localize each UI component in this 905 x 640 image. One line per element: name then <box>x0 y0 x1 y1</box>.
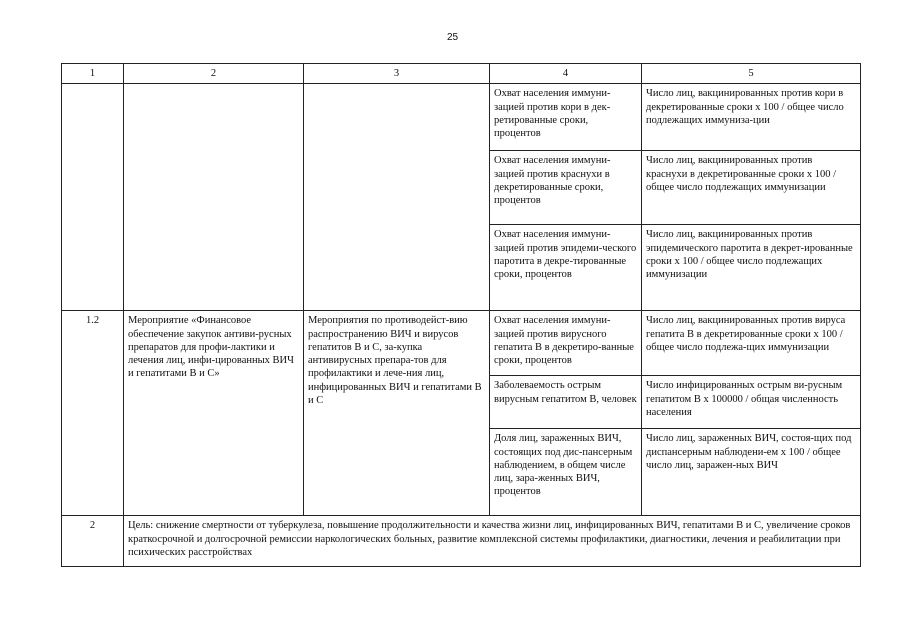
table-row <box>62 311 861 376</box>
formula-cell: Число лиц, зараженных ВИЧ, состоя-щих под диспансерным наблюдени-ем х 100 / общее число лиц, заражен-ных ВИЧ <box>642 429 861 516</box>
formula-cell: Число лиц, вакцинированных против вируса гепатита В в декретированные сроки х 100 / общее число подлежа-щих иммунизации <box>642 311 861 376</box>
indicator-cell: Охват населения иммуни-зацией против вирусного гепатита В в декретиро-ванные сроки, процентов <box>490 311 642 376</box>
header-col-1: 1 <box>62 64 124 84</box>
event-cell: Мероприятие «Финансовое обеспечение закупок антиви-русных препаратов для профи-лактики и лечения лиц, инфи-цированных ВИЧ и гепатитами В и С» <box>124 311 304 516</box>
header-row <box>62 64 861 84</box>
header-col-4: 4 <box>490 64 642 84</box>
page-number: 25 <box>446 32 459 43</box>
indicator-cell: Охват населения иммуни-зацией против кори в дек-ретированные сроки, процентов <box>490 84 642 151</box>
indicators-table <box>61 63 861 567</box>
section-number: 2 <box>62 516 124 567</box>
formula-cell: Число инфицированных острым ви-русным гепатитом В х 100000 / общая численность населения <box>642 376 861 429</box>
formula-cell: Число лиц, вакцинированных против краснухи в декретированные сроки х 100 / общее число подлежащих иммунизации <box>642 151 861 225</box>
indicator-cell: Заболеваемость острым вирусным гепатитом В, человек <box>490 376 642 429</box>
indicator-cell: Доля лиц, зараженных ВИЧ, состоящих под дис-пансерным наблюдением, в общем числе лиц, зара-женных ВИЧ, процентов <box>490 429 642 516</box>
table-row <box>62 84 861 151</box>
formula-cell: Число лиц, вакцинированных против кори в декретированные сроки х 100 / общее число подлежащих иммуниза-ции <box>642 84 861 151</box>
indicator-cell: Охват населения иммуни-зацией против эпидеми-ческого паротита в декре-тированные сроки, процентов <box>490 225 642 311</box>
indicator-cell: Охват населения иммуни-зацией против краснухи в декретированные сроки, процентов <box>490 151 642 225</box>
empty-number-cell <box>62 84 124 311</box>
section-number: 1.2 <box>62 311 124 516</box>
empty-activities-cell <box>304 84 490 311</box>
header-col-2: 2 <box>124 64 304 84</box>
header-col-5: 5 <box>642 64 861 84</box>
activities-cell: Мероприятия по противодейст-вию распространению ВИЧ и вирусов гепатитов В и С, за-купка антивирусных препара-тов для профилактики и лече-ния лиц, инфицированных ВИЧ и гепатитами В и С <box>304 311 490 516</box>
formula-cell: Число лиц, вакцинированных против эпидемического паротита в декрет-ированные сроки х 100 / общее число подлежащих иммунизации <box>642 225 861 311</box>
goal-cell: Цель: снижение смертности от туберкулеза, повышение продолжительности и качества жизни лиц, инфицированных ВИЧ, гепатитами В и С, увеличение сроков краткосрочной и долгосрочной ремиссии наркологических больных, развитие комплексной системы профилактики, диагностики, лечения и реабилитации при психических расстройствах <box>124 516 861 567</box>
empty-event-cell <box>124 84 304 311</box>
header-col-3: 3 <box>304 64 490 84</box>
table-row <box>62 516 861 567</box>
